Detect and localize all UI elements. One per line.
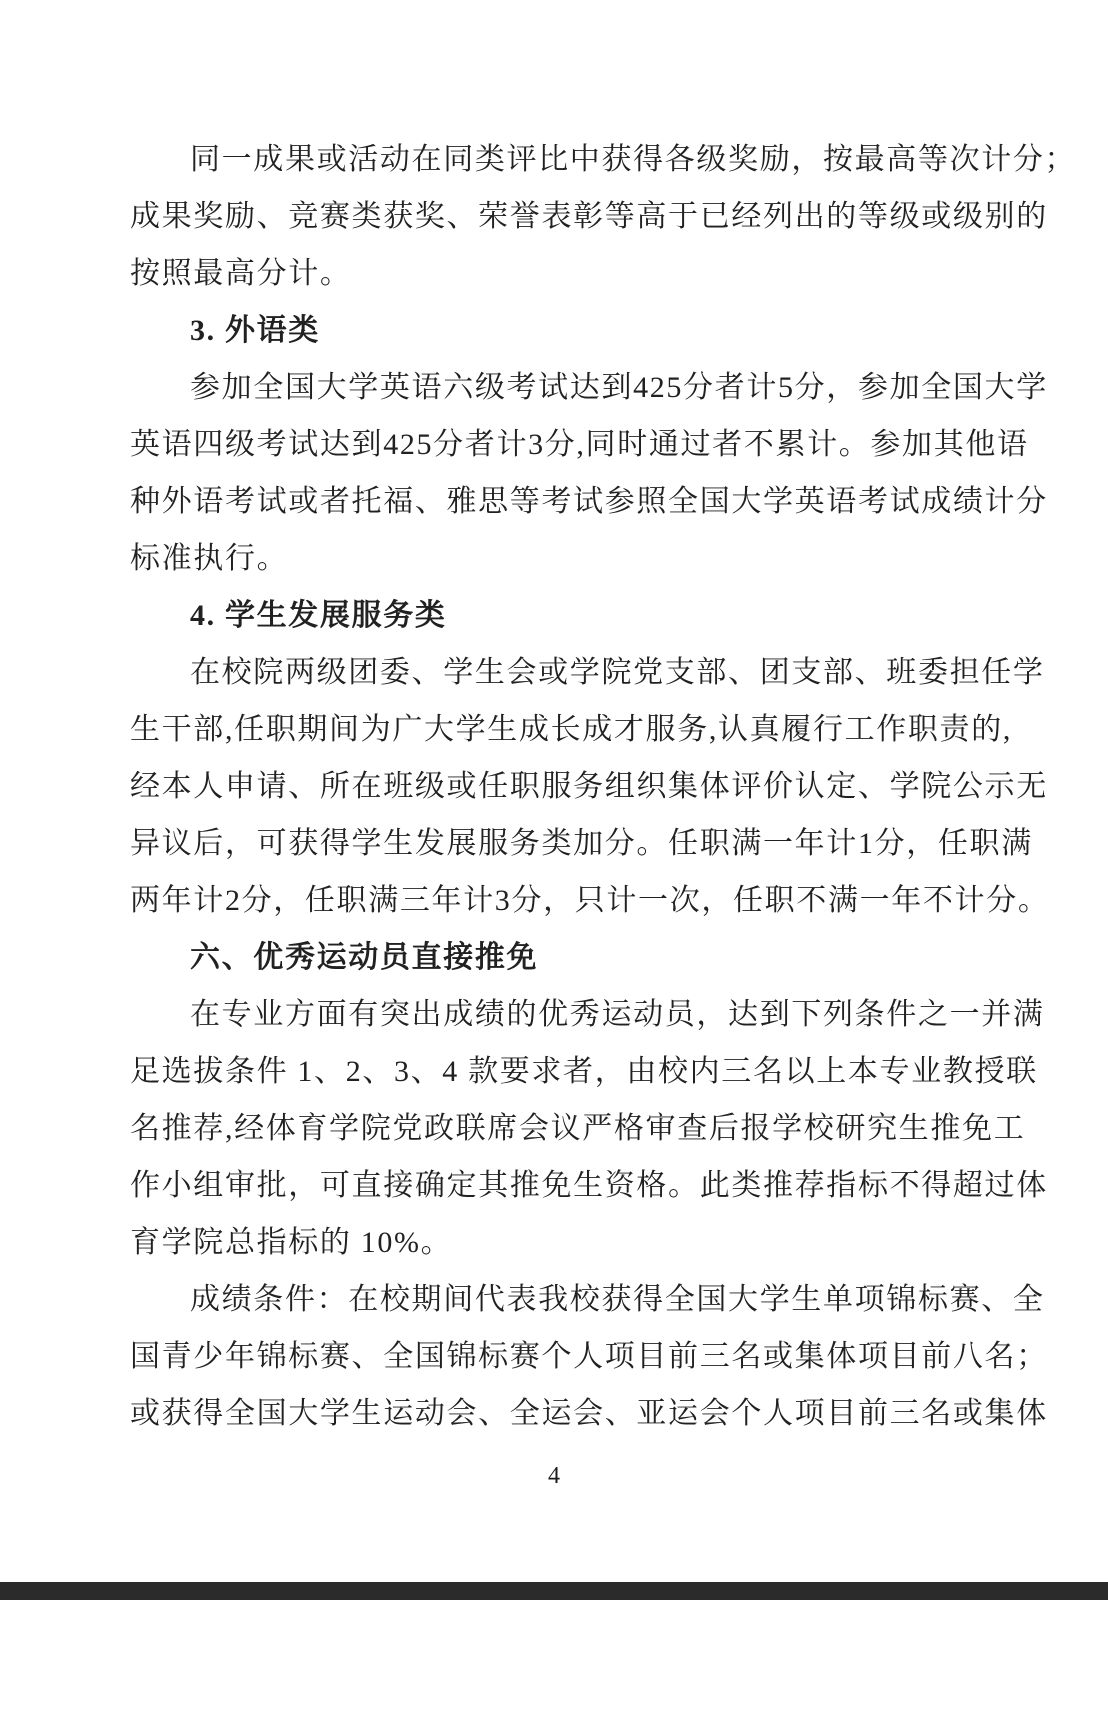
text-line: 六、优秀运动员直接推免 xyxy=(190,941,539,974)
text-line: 异议后，可获得学生发展服务类加分。任职满一年计1分，任职满 xyxy=(130,827,1033,860)
text-line: 两年计2分，任职满三年计3分，只计一次，任职不满一年不计分。 xyxy=(130,884,1050,917)
section-heading xyxy=(130,302,1020,359)
document-content xyxy=(130,131,1077,1442)
paragraph xyxy=(130,359,1048,587)
paragraph xyxy=(130,644,1050,929)
text-line: 足选拔条件 1、2、3、4 款要求者，由校内三名以上本专业教授联 xyxy=(130,1055,1038,1088)
text-line: 育学院总指标的 10%。 xyxy=(130,1226,453,1259)
text-line: 名推荐,经体育学院党政联席会议严格审查后报学校研究生推免工 xyxy=(130,1112,1026,1145)
paragraph xyxy=(130,131,1077,302)
text-line: 4. 学生发展服务类 xyxy=(190,599,447,632)
page-number: 4 xyxy=(548,1463,560,1489)
text-line: 标准执行。 xyxy=(130,542,289,575)
text-line: 成果奖励、竞赛类获奖、荣誉表彰等高于已经列出的等级或级别的 xyxy=(130,200,1048,233)
text-line: 生干部,任职期间为广大学生成长成才服务,认真履行工作职责的, xyxy=(130,713,1012,746)
text-line: 国青少年锦标赛、全国锦标赛个人项目前三名或集体项目前八名； xyxy=(130,1340,1048,1373)
paragraph xyxy=(130,1271,1048,1442)
text-line: 英语四级考试达到425分者计3分,同时通过者不累计。参加其他语 xyxy=(130,428,1029,461)
text-line: 在专业方面有突出成绩的优秀运动员，达到下列条件之一并满 xyxy=(190,998,1045,1031)
bottom-divider-bar xyxy=(0,1582,1108,1600)
text-line: 种外语考试或者托福、雅思等考试参照全国大学英语考试成绩计分 xyxy=(130,485,1048,518)
text-line: 或获得全国大学生运动会、全运会、亚运会个人项目前三名或集体 xyxy=(130,1397,1048,1430)
text-line: 作小组审批，可直接确定其推免生资格。此类推荐指标不得超过体 xyxy=(130,1169,1048,1202)
section-heading xyxy=(130,929,1020,986)
paragraph xyxy=(130,986,1048,1271)
text-line: 同一成果或活动在同类评比中获得各级奖励，按最高等次计分； xyxy=(190,143,1077,176)
text-line: 3. 外语类 xyxy=(190,314,320,347)
text-line: 参加全国大学英语六级考试达到425分者计5分，参加全国大学 xyxy=(190,371,1048,404)
text-line: 经本人申请、所在班级或任职服务组织集体评价认定、学院公示无 xyxy=(130,770,1048,803)
text-line: 按照最高分计。 xyxy=(130,257,352,290)
section-heading xyxy=(130,587,1020,644)
text-line: 在校院两级团委、学生会或学院党支部、团支部、班委担任学 xyxy=(190,656,1045,689)
text-line: 成绩条件：在校期间代表我校获得全国大学生单项锦标赛、全 xyxy=(190,1283,1045,1316)
